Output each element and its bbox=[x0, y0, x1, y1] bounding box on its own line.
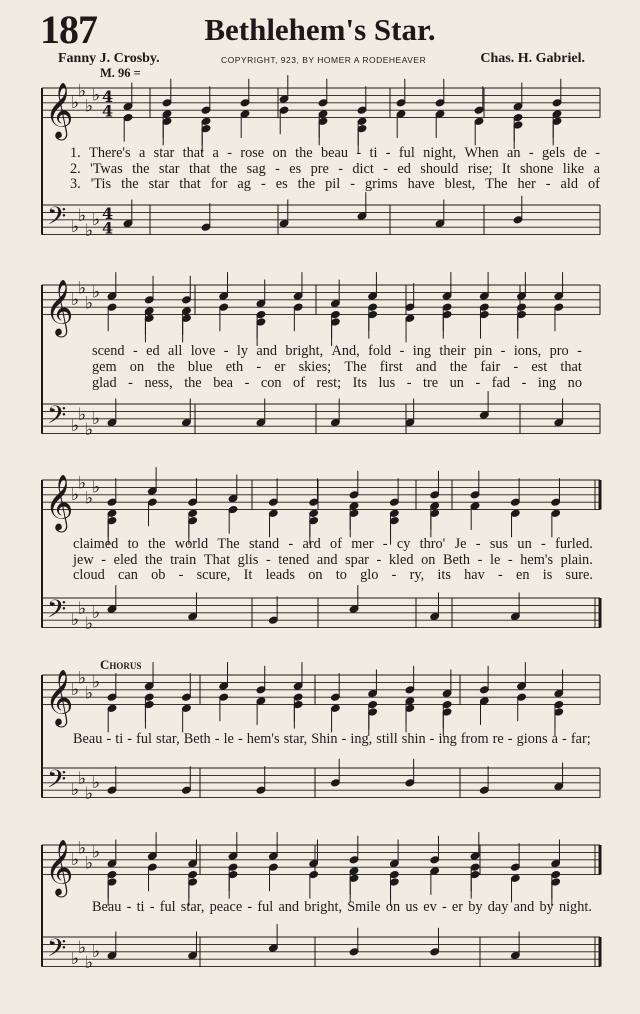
lyric-syllable: - bbox=[149, 899, 155, 915]
flat-sign-icon: ♭ bbox=[92, 85, 101, 106]
lyric-syllable: - bbox=[247, 899, 253, 915]
lyric-syllable: ob bbox=[151, 567, 166, 583]
lyric-syllable: bright, bbox=[285, 343, 324, 359]
lyric-syllable: their bbox=[439, 343, 466, 359]
lyric-syllable: Beth bbox=[443, 552, 471, 568]
lyric-line-s3-v1 bbox=[73, 536, 593, 553]
flat-sign-icon: ♭ bbox=[92, 772, 101, 793]
lyric-syllable: on bbox=[308, 567, 323, 583]
flat-sign-icon: ♭ bbox=[71, 289, 80, 310]
lyric-syllable: ful bbox=[398, 145, 415, 161]
lyric-syllable: The bbox=[485, 176, 508, 192]
lyric-syllable: - bbox=[399, 343, 405, 359]
lyric-syllable: pil bbox=[325, 176, 341, 192]
time-signature: 4 bbox=[102, 218, 114, 238]
lyric-syllable: shone bbox=[519, 161, 554, 177]
lyric-syllable: that bbox=[182, 145, 205, 161]
lyric-syllable: train bbox=[170, 552, 197, 568]
lyric-syllable: ag bbox=[237, 176, 251, 192]
lyric-syllable: con bbox=[260, 375, 282, 391]
flat-sign-icon: ♭ bbox=[85, 293, 94, 314]
lyric-syllable: sag bbox=[246, 161, 266, 177]
lyric-syllable: Beth bbox=[183, 731, 211, 747]
lyric-syllable: on bbox=[385, 899, 401, 915]
lyric-syllable: the bbox=[219, 161, 238, 177]
lyric-line-s3-v3 bbox=[73, 567, 593, 584]
lyric-syllable: It bbox=[243, 567, 253, 583]
lyric-syllable: re bbox=[492, 731, 504, 747]
lyric-syllable: en bbox=[516, 567, 530, 583]
lyric-syllable: - bbox=[528, 145, 534, 161]
lyric-syllable: of bbox=[293, 375, 305, 391]
treble-clef-icon: 𝄞 bbox=[45, 279, 74, 336]
lyric-syllable: - bbox=[244, 375, 250, 391]
lyric-line-chorus-2 bbox=[92, 899, 592, 916]
lyric-syllable: glad bbox=[92, 375, 117, 391]
lyric-syllable: the bbox=[449, 359, 468, 375]
flat-sign-icon: ♭ bbox=[78, 278, 87, 299]
metronome-mark: M. 96 = bbox=[100, 66, 141, 80]
lyric-syllable: - bbox=[106, 731, 112, 747]
flat-sign-icon: ♭ bbox=[78, 938, 87, 959]
lyric-syllable: - bbox=[288, 536, 294, 552]
flat-sign-icon: ♭ bbox=[71, 849, 80, 870]
lyric-syllable: ness, bbox=[144, 375, 173, 391]
lyric-syllable: the bbox=[132, 161, 150, 177]
flat-sign-icon: ♭ bbox=[78, 405, 87, 426]
lyric-syllable: fad bbox=[491, 375, 511, 391]
lyric-syllable: its bbox=[437, 567, 451, 583]
flat-sign-icon: ♭ bbox=[85, 783, 94, 804]
lyric-syllable: the bbox=[295, 145, 313, 161]
lyric-syllable: should bbox=[420, 161, 459, 177]
lyric-syllable: - bbox=[126, 899, 132, 915]
lyric-syllable: rose bbox=[240, 145, 265, 161]
lyric-syllable: un bbox=[517, 536, 532, 552]
lyric-syllable: Je bbox=[454, 536, 467, 552]
lyric-syllable: Its bbox=[352, 375, 367, 391]
lyric-syllable: skies; bbox=[298, 359, 332, 375]
lyric-syllable: - bbox=[477, 552, 483, 568]
lyric-syllable: - bbox=[356, 145, 362, 161]
lyric-syllable: - bbox=[498, 567, 503, 583]
lyric-syllable: rise; bbox=[467, 161, 493, 177]
lyric-syllable: ti bbox=[115, 731, 124, 747]
lyric-syllable: - bbox=[513, 359, 519, 375]
lyric-syllable: the bbox=[297, 176, 316, 192]
flat-sign-icon: ♭ bbox=[71, 679, 80, 700]
lyric-syllable: can bbox=[118, 567, 138, 583]
lyric-syllable: an bbox=[507, 145, 521, 161]
lyric-syllable: sus bbox=[489, 536, 509, 552]
lyric-line-s1-v3 bbox=[70, 176, 600, 193]
treble-clef-icon: 𝄞 bbox=[45, 839, 74, 896]
flat-sign-icon: ♭ bbox=[92, 941, 101, 962]
lyric-syllable: a bbox=[138, 145, 146, 161]
lyric-syllable: de bbox=[573, 145, 587, 161]
flat-sign-icon: ♭ bbox=[92, 672, 101, 693]
bass-clef-icon: 𝄢 bbox=[47, 401, 67, 437]
lyric-syllable: - bbox=[595, 145, 600, 161]
lyric-syllable: - bbox=[545, 176, 551, 192]
lyric-syllable: star, bbox=[283, 731, 308, 747]
lyric-syllable: - bbox=[507, 731, 513, 747]
lyric-syllable: - bbox=[385, 145, 391, 161]
lyric-syllable: The bbox=[217, 536, 240, 552]
lyric-syllable: - bbox=[350, 176, 356, 192]
lyric-syllable: - bbox=[132, 343, 138, 359]
lyric-syllable: er bbox=[451, 899, 464, 915]
lyric-syllable: the bbox=[145, 552, 163, 568]
lyric-syllable: - bbox=[577, 343, 582, 359]
lyric-syllable: is bbox=[542, 567, 553, 583]
lyric-syllable: ing bbox=[537, 375, 557, 391]
lyric-syllable: When bbox=[464, 145, 499, 161]
lyric-syllable: - bbox=[223, 343, 229, 359]
lyric-syllable: glis bbox=[237, 552, 259, 568]
lyric-syllable: eth bbox=[225, 359, 244, 375]
lyric-syllable: ry, bbox=[409, 567, 425, 583]
treble-clef-icon: 𝄞 bbox=[45, 669, 74, 726]
lyric-syllable: There's bbox=[89, 145, 131, 161]
lyric-syllable: - bbox=[562, 731, 567, 747]
lyric-syllable: - bbox=[406, 375, 412, 391]
lyric-syllable: that bbox=[188, 161, 211, 177]
flat-sign-icon: ♭ bbox=[85, 683, 94, 704]
lyric-syllable: er bbox=[274, 359, 286, 375]
bass-clef-icon: 𝄢 bbox=[47, 595, 67, 631]
lyric-line-chorus-1 bbox=[73, 731, 591, 748]
lyric-syllable: star bbox=[153, 145, 175, 161]
lyric-syllable: - bbox=[341, 731, 347, 747]
lyric-syllable: glo bbox=[360, 567, 379, 583]
lyric-syllable: hav bbox=[464, 567, 485, 583]
lyric-syllable: And, bbox=[331, 343, 360, 359]
flat-sign-icon: ♭ bbox=[92, 842, 101, 863]
lyric-syllable: - bbox=[256, 359, 262, 375]
lyric-syllable: - bbox=[441, 899, 447, 915]
lyric-syllable: blest, bbox=[444, 176, 476, 192]
flat-sign-icon: ♭ bbox=[78, 599, 87, 620]
lyric-syllable: - bbox=[101, 552, 107, 568]
flat-sign-icon: ♭ bbox=[78, 81, 87, 102]
lyric-syllable: a bbox=[551, 731, 558, 747]
lyric-syllable: star bbox=[158, 161, 180, 177]
flat-sign-icon: ♭ bbox=[92, 477, 101, 498]
lyric-syllable: - bbox=[382, 536, 388, 552]
lyric-syllable: bea bbox=[213, 375, 234, 391]
lyric-syllable: scure, bbox=[196, 567, 231, 583]
flat-sign-icon: ♭ bbox=[92, 209, 101, 230]
lyric-syllable: a bbox=[593, 161, 600, 177]
lyric-syllable: - bbox=[127, 731, 133, 747]
lyric-syllable: no bbox=[567, 375, 582, 391]
lyric-syllable: le bbox=[489, 552, 501, 568]
lyric-syllable: and bbox=[415, 359, 437, 375]
lyric-syllable: jew bbox=[73, 552, 94, 568]
bass-clef-icon: 𝄢 bbox=[47, 934, 67, 970]
lyric-syllable: fold bbox=[368, 343, 392, 359]
lyric-syllable: night, bbox=[423, 145, 457, 161]
lyric-syllable: - bbox=[265, 552, 271, 568]
lyric-syllable: by bbox=[539, 899, 554, 915]
lyric-syllable: star, bbox=[180, 899, 205, 915]
lyric-syllable: Smile bbox=[347, 899, 381, 915]
lyric-syllable: sure. bbox=[565, 567, 593, 583]
lyric-line-s2-v1 bbox=[92, 343, 582, 360]
lyric-syllable: on bbox=[421, 552, 436, 568]
flat-sign-icon: ♭ bbox=[85, 96, 94, 117]
lyric-syllable: Beau bbox=[92, 899, 122, 915]
lyric-syllable: Shin bbox=[311, 731, 338, 747]
hymn-number: 187 bbox=[40, 7, 97, 52]
lyric-syllable: on bbox=[129, 359, 145, 375]
lyric-syllable: tened bbox=[278, 552, 310, 568]
lyric-syllable: - bbox=[214, 731, 220, 747]
flat-sign-icon: ♭ bbox=[92, 602, 101, 623]
lyric-syllable: her bbox=[517, 176, 536, 192]
lyric-syllable: - bbox=[275, 161, 280, 177]
lyric-syllable: dict bbox=[352, 161, 374, 177]
lyric-syllable: - bbox=[475, 536, 481, 552]
lyric-syllable: for bbox=[210, 176, 228, 192]
lyric-syllable: - bbox=[260, 176, 266, 192]
lyric-syllable: ald bbox=[560, 176, 579, 192]
lyric-syllable: - bbox=[178, 567, 184, 583]
lyric-syllable: ful bbox=[159, 899, 176, 915]
lyric-syllable: - bbox=[383, 161, 389, 177]
lyric-syllable: 3. bbox=[70, 176, 81, 192]
flat-sign-icon: ♭ bbox=[85, 613, 94, 634]
flat-sign-icon: ♭ bbox=[71, 780, 80, 801]
lyric-syllable: It bbox=[501, 161, 511, 177]
lyric-syllable: have bbox=[407, 176, 435, 192]
lyric-syllable: the bbox=[157, 359, 175, 375]
lyric-syllable: - bbox=[475, 375, 481, 391]
lyric-line-s2-v2 bbox=[92, 359, 582, 376]
lyric-syllable: est bbox=[531, 359, 548, 375]
lyric-syllable: - bbox=[500, 343, 506, 359]
lyric-syllable: shin bbox=[401, 731, 426, 747]
lyric-syllable: pro bbox=[549, 343, 569, 359]
copyright-notice: COPYRIGHT, 923, BY HOMER A RODEHEAVER bbox=[221, 55, 427, 65]
flat-sign-icon: ♭ bbox=[78, 206, 87, 227]
lyric-syllable: kled bbox=[388, 552, 414, 568]
lyric-syllable: like bbox=[562, 161, 585, 177]
lyric-syllable: plain. bbox=[560, 552, 593, 568]
lyric-syllable: ful bbox=[136, 731, 152, 747]
lyric-syllable: ed bbox=[146, 343, 160, 359]
lyric-line-s1-v1 bbox=[70, 145, 600, 162]
lyric-syllable: of bbox=[330, 536, 342, 552]
lyric-syllable: gions bbox=[516, 731, 548, 747]
lyric-syllable: gels bbox=[541, 145, 566, 161]
flat-sign-icon: ♭ bbox=[85, 488, 94, 509]
lyric-syllable: that bbox=[179, 176, 201, 192]
lyric-syllable: fair bbox=[480, 359, 501, 375]
time-signature: 4 bbox=[102, 101, 114, 121]
lyric-syllable: that bbox=[560, 359, 582, 375]
lyric-syllable: 'Tis bbox=[90, 176, 112, 192]
lyric-syllable: and bbox=[513, 899, 535, 915]
lyric-syllable: hem's bbox=[246, 731, 280, 747]
lyric-syllable: all bbox=[168, 343, 183, 359]
lyric-syllable: the bbox=[121, 176, 139, 192]
lyric-syllable: eled bbox=[113, 552, 138, 568]
lyric-syllable: un bbox=[449, 375, 464, 391]
lyric-syllable: far; bbox=[570, 731, 591, 747]
flat-sign-icon: ♭ bbox=[71, 610, 80, 631]
author-credit: Fanny J. Crosby. bbox=[58, 51, 160, 66]
lyric-syllable: ard bbox=[302, 536, 321, 552]
flat-sign-icon: ♭ bbox=[71, 416, 80, 437]
lyric-syllable: - bbox=[128, 375, 133, 391]
lyric-syllable: - bbox=[429, 731, 435, 747]
lyric-syllable: blue bbox=[187, 359, 213, 375]
flat-sign-icon: ♭ bbox=[92, 408, 101, 429]
lyric-syllable: Beau bbox=[73, 731, 103, 747]
lyric-syllable: stand bbox=[248, 536, 280, 552]
flat-sign-icon: ♭ bbox=[71, 92, 80, 113]
treble-clef-icon: 𝄞 bbox=[45, 82, 74, 139]
lyric-syllable: le bbox=[223, 731, 234, 747]
lyric-syllable: peace bbox=[209, 899, 243, 915]
lyric-syllable: es bbox=[289, 161, 302, 177]
lyric-syllable: grims bbox=[365, 176, 398, 192]
lyric-syllable: of bbox=[588, 176, 600, 192]
lyric-syllable: - bbox=[507, 552, 513, 568]
lyric-syllable: beau bbox=[321, 145, 348, 161]
lyric-syllable: and bbox=[278, 899, 300, 915]
lyric-syllable: and bbox=[316, 552, 338, 568]
chorus-label: Chorus bbox=[100, 657, 142, 672]
lyric-syllable: star bbox=[148, 176, 170, 192]
lyric-syllable: thro' bbox=[419, 536, 446, 552]
lyric-syllable: - bbox=[338, 161, 344, 177]
lyric-syllable: ing, bbox=[350, 731, 373, 747]
flat-sign-icon: ♭ bbox=[71, 484, 80, 505]
lyric-syllable: 'Twas bbox=[90, 161, 123, 177]
lyric-syllable: The bbox=[344, 359, 367, 375]
lyric-syllable: bright, bbox=[304, 899, 343, 915]
lyric-syllable: 1. bbox=[70, 145, 81, 161]
lyric-syllable: - bbox=[227, 145, 232, 161]
lyric-syllable: love bbox=[190, 343, 216, 359]
lyric-syllable: the bbox=[147, 536, 166, 552]
lyric-syllable: day bbox=[487, 899, 509, 915]
lyric-syllable: claimed bbox=[73, 536, 119, 552]
treble-clef-icon: 𝄞 bbox=[45, 474, 74, 531]
lyric-syllable: the bbox=[184, 375, 202, 391]
lyric-syllable: ful bbox=[257, 899, 274, 915]
lyric-syllable: gem bbox=[92, 359, 117, 375]
lyric-syllable: ing bbox=[412, 343, 431, 359]
lyric-syllable: spar bbox=[345, 552, 369, 568]
lyric-syllable: - bbox=[237, 731, 243, 747]
lyric-syllable: still bbox=[376, 731, 398, 747]
lyric-syllable: to bbox=[335, 567, 347, 583]
bass-clef-icon: 𝄢 bbox=[47, 202, 67, 238]
flat-sign-icon: ♭ bbox=[92, 282, 101, 303]
lyric-syllable: hem's bbox=[520, 552, 554, 568]
lyric-syllable: to bbox=[127, 536, 139, 552]
composer-credit: Chas. H. Gabriel. bbox=[480, 51, 585, 66]
lyric-syllable: leads bbox=[265, 567, 295, 583]
bass-clef-icon: 𝄢 bbox=[47, 765, 67, 801]
lyric-syllable: furled. bbox=[555, 536, 593, 552]
lyric-syllable: ev bbox=[423, 899, 437, 915]
lyric-syllable: world bbox=[174, 536, 209, 552]
lyric-syllable: - bbox=[541, 536, 546, 552]
lyric-line-s2-v3 bbox=[92, 375, 582, 392]
lyric-syllable: star, bbox=[156, 731, 180, 747]
lyric-syllable: a bbox=[212, 145, 219, 161]
flat-sign-icon: ♭ bbox=[85, 853, 94, 874]
lyric-syllable: ed bbox=[397, 161, 411, 177]
flat-sign-icon: ♭ bbox=[78, 473, 87, 494]
flat-sign-icon: ♭ bbox=[71, 949, 80, 970]
lyric-syllable: night. bbox=[558, 899, 592, 915]
lyric-syllable: ly bbox=[236, 343, 248, 359]
flat-sign-icon: ♭ bbox=[71, 217, 80, 238]
lyric-syllable: pin bbox=[473, 343, 493, 359]
flat-sign-icon: ♭ bbox=[85, 220, 94, 241]
lyric-syllable: - bbox=[391, 567, 397, 583]
lyric-syllable: ing bbox=[438, 731, 457, 747]
lyric-syllable: by bbox=[468, 899, 483, 915]
lyric-syllable: - bbox=[376, 552, 382, 568]
lyric-syllable: scend bbox=[92, 343, 125, 359]
lyric-syllable: tre bbox=[423, 375, 439, 391]
lyric-syllable: and bbox=[256, 343, 278, 359]
flat-sign-icon: ♭ bbox=[78, 769, 87, 790]
lyric-syllable: ti bbox=[136, 899, 145, 915]
flat-sign-icon: ♭ bbox=[85, 419, 94, 440]
lyric-syllable: - bbox=[521, 375, 527, 391]
lyric-syllable: pre bbox=[310, 161, 329, 177]
flat-sign-icon: ♭ bbox=[85, 952, 94, 973]
lyric-syllable: lus bbox=[378, 375, 396, 391]
lyric-syllable: That bbox=[203, 552, 231, 568]
lyric-syllable: ions, bbox=[513, 343, 542, 359]
time-signature: 4 bbox=[102, 86, 114, 106]
lyric-syllable: on bbox=[272, 145, 287, 161]
lyric-syllable: 2. bbox=[70, 161, 81, 177]
lyric-syllable: from bbox=[460, 731, 489, 747]
lyric-syllable: us bbox=[405, 899, 419, 915]
lyric-syllable: cloud bbox=[73, 567, 105, 583]
lyric-syllable: ti bbox=[369, 145, 378, 161]
lyric-syllable: first bbox=[379, 359, 403, 375]
hymn-title: Bethlehem's Star. bbox=[204, 12, 436, 47]
lyric-syllable: rest; bbox=[316, 375, 342, 391]
lyric-syllable: cy bbox=[396, 536, 411, 552]
flat-sign-icon: ♭ bbox=[78, 668, 87, 689]
flat-sign-icon: ♭ bbox=[78, 838, 87, 859]
lyric-syllable: es bbox=[275, 176, 288, 192]
time-signature: 4 bbox=[102, 203, 114, 223]
lyric-syllable: mer bbox=[351, 536, 374, 552]
